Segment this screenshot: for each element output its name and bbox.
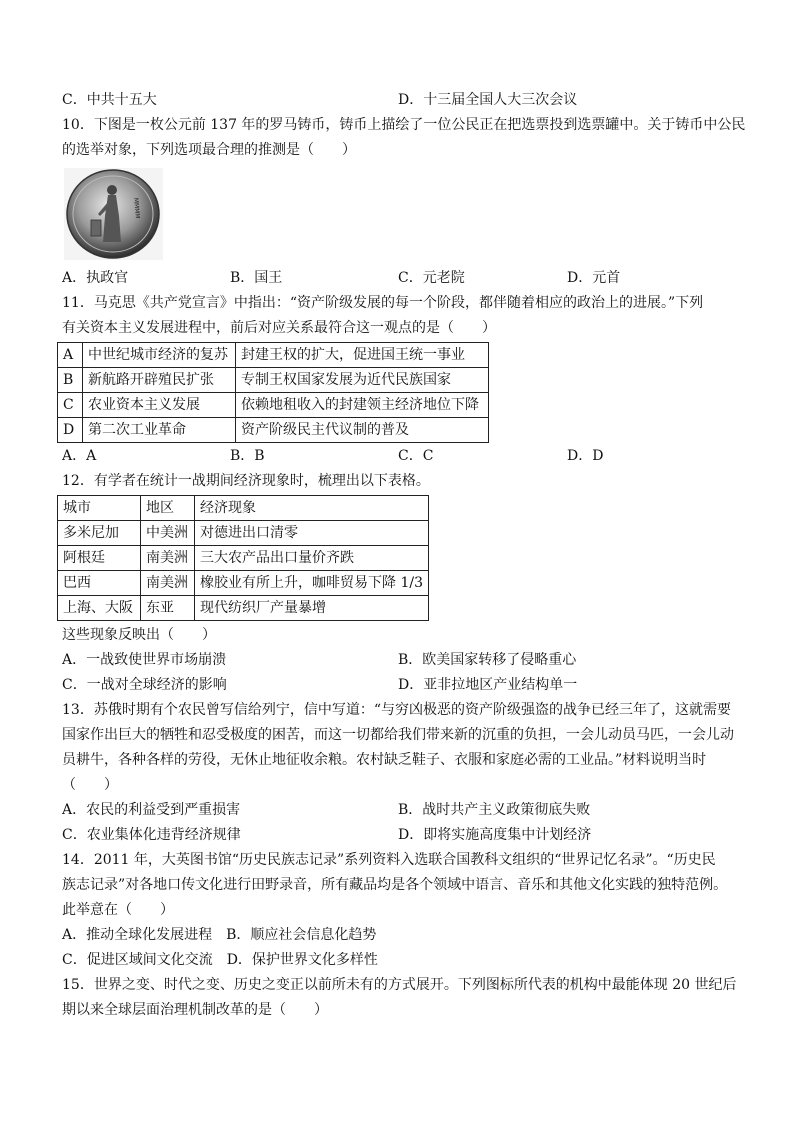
q12-option-d: D．亚非拉地区产业结构单一 (398, 677, 578, 693)
q12-option-a: A．一战致使世界市场崩溃 (62, 652, 227, 668)
table-header-cell: 经济现象 (195, 496, 429, 521)
table-cell: 农业资本主义发展 (83, 393, 236, 418)
table-cell: D (58, 418, 83, 443)
table-cell: 封建王权的扩大，促进国王统一事业 (236, 343, 489, 368)
table-cell: B (58, 368, 83, 393)
table-cell: 中世纪城市经济的复苏 (83, 343, 236, 368)
table-row (58, 521, 429, 546)
q12-table (57, 495, 429, 621)
q13-options-row1 (62, 800, 742, 820)
table-row (58, 546, 429, 571)
table-row (58, 496, 429, 521)
q11-option-c: C．C (398, 448, 434, 464)
q14-line3: 此举意在（ ） (62, 902, 174, 918)
table-cell: 南美洲 (141, 546, 195, 571)
q14-line2: 族志记录”对各地口传文化进行田野录音，所有藏品均是各个领域中语言、音乐和其他文化实践的独特范例。 (62, 877, 728, 893)
roman-coin-image (64, 168, 163, 260)
table-row (58, 393, 489, 418)
table-cell: 专制王权国家发展为近代民族国家 (236, 368, 489, 393)
q11-option-b: B．B (230, 448, 265, 464)
table-cell: 新航路开辟殖民扩张 (83, 368, 236, 393)
table-cell: 多米尼加 (58, 521, 141, 546)
q13-option-c: C．农业集体化违背经济规律 (62, 827, 241, 843)
q10-option-a: A．执政官 (62, 270, 129, 286)
table-header-cell: 城市 (58, 496, 141, 521)
svg-text:MMMM: MMMM (132, 197, 141, 219)
table-cell: 三大农产品出口量价齐跌 (195, 546, 429, 571)
q11-table (57, 342, 489, 443)
q10-option-c: C．元老院 (398, 270, 465, 286)
q13-line1: 13．苏俄时期有个农民曾写信给列宁，信中写道：“与穷凶极恶的资产阶级强盗的战争已经三年了，这就需要 (62, 702, 731, 718)
q13-line3: 员耕牛，各种各样的劳役，无休止地征收余粮。农村缺乏鞋子、衣服和家庭必需的工业品。”材料说明当时 (62, 752, 707, 768)
table-row (58, 343, 489, 368)
table-cell: C (58, 393, 83, 418)
table-cell: 橡胶业有所上升，咖啡贸易下降 1/3 (195, 571, 429, 596)
table-cell: 依赖地租收入的封建领主经济地位下降 (236, 393, 489, 418)
q14-options-row1: A．推动全球化发展进程 B．顺应社会信息化趋势 (62, 927, 377, 943)
table-cell: 对德进出口清零 (195, 521, 429, 546)
q11-options-row (62, 446, 742, 466)
q12-option-c: C．一战对全球经济的影响 (62, 677, 227, 693)
table-cell: A (58, 343, 83, 368)
q11-stem-line1: 11．马克思《共产党宣言》中指出：“资产阶级发展的每一个阶段，都伴随着相应的政治上的进展。”下列 (62, 295, 704, 311)
table-cell: 东亚 (141, 596, 195, 621)
q15-line1: 15．世界之变、时代之变、历史之变正以前所未有的方式展开。下列图标所代表的机构中最能体现 20 世纪后 (62, 977, 737, 993)
q9-option-c: C．中共十五大 (62, 92, 157, 108)
q12-stem: 12．有学者在统计一战期间经济现象时，梳理出以下表格。 (62, 473, 430, 489)
q10-options-row (62, 268, 742, 288)
table-cell: 中美洲 (141, 521, 195, 546)
table-cell: 现代纺织厂产量暴增 (195, 596, 429, 621)
q11-option-d: D．D (567, 448, 604, 464)
q13-option-a: A．农民的利益受到严重损害 (62, 802, 241, 818)
table-row (58, 571, 429, 596)
q11-option-a: A．A (62, 448, 97, 464)
q12-options-row1 (62, 650, 742, 670)
table-row (58, 596, 429, 621)
q9-option-d: D．十三届全国人大三次会议 (398, 92, 578, 108)
q10-stem-line1: 10．下图是一枚公元前 137 年的罗马铸币，铸币上描绘了一位公民正在把选票投到选票罐中。关于铸币中公民 (62, 117, 746, 133)
q10-option-b: B．国王 (230, 270, 283, 286)
q12-options-row2 (62, 675, 742, 695)
q11-stem-line2: 有关资本主义发展进程中，前后对应关系最符合这一观点的是（ ） (62, 320, 496, 336)
q10-stem-line2: 的选举对象，下列选项最合理的推测是（ ） (62, 142, 356, 158)
q13-option-d: D．即将实施高度集中计划经济 (398, 827, 592, 843)
q13-line2: 国家作出巨大的牺牲和忍受极度的困苦，而这一切都给我们带来新的沉重的负担，一会儿动员马匹，一会儿动 (62, 727, 734, 743)
q14-options-row2: C．促进区域间文化交流 D．保护世界文化多样性 (62, 952, 378, 968)
table-cell: 阿根廷 (58, 546, 141, 571)
q12-option-b: B．欧美国家转移了侵略重心 (398, 652, 577, 668)
table-row (58, 368, 489, 393)
q13-options-row2 (62, 825, 742, 845)
q13-line4: （ ） (62, 777, 118, 793)
table-cell: 第二次工业革命 (83, 418, 236, 443)
q13-option-b: B．战时共产主义政策彻底失败 (398, 802, 591, 818)
q9-options-row (62, 90, 742, 110)
q12-prompt: 这些现象反映出（ ） (62, 627, 216, 643)
table-cell: 上海、大阪 (58, 596, 141, 621)
table-cell: 资产阶级民主代议制的普及 (236, 418, 489, 443)
table-header-cell: 地区 (141, 496, 195, 521)
table-cell: 巴西 (58, 571, 141, 596)
table-row (58, 418, 489, 443)
q14-line1: 14．2011 年，大英图书馆“历史民族志记录”系列资料入选联合国教科文组织的“世界记忆名录”。“历史民 (62, 852, 716, 868)
q10-option-d: D．元首 (567, 270, 621, 286)
q15-line2: 期以来全球层面治理机制改革的是（ ） (62, 1002, 328, 1018)
table-cell: 南美洲 (141, 571, 195, 596)
